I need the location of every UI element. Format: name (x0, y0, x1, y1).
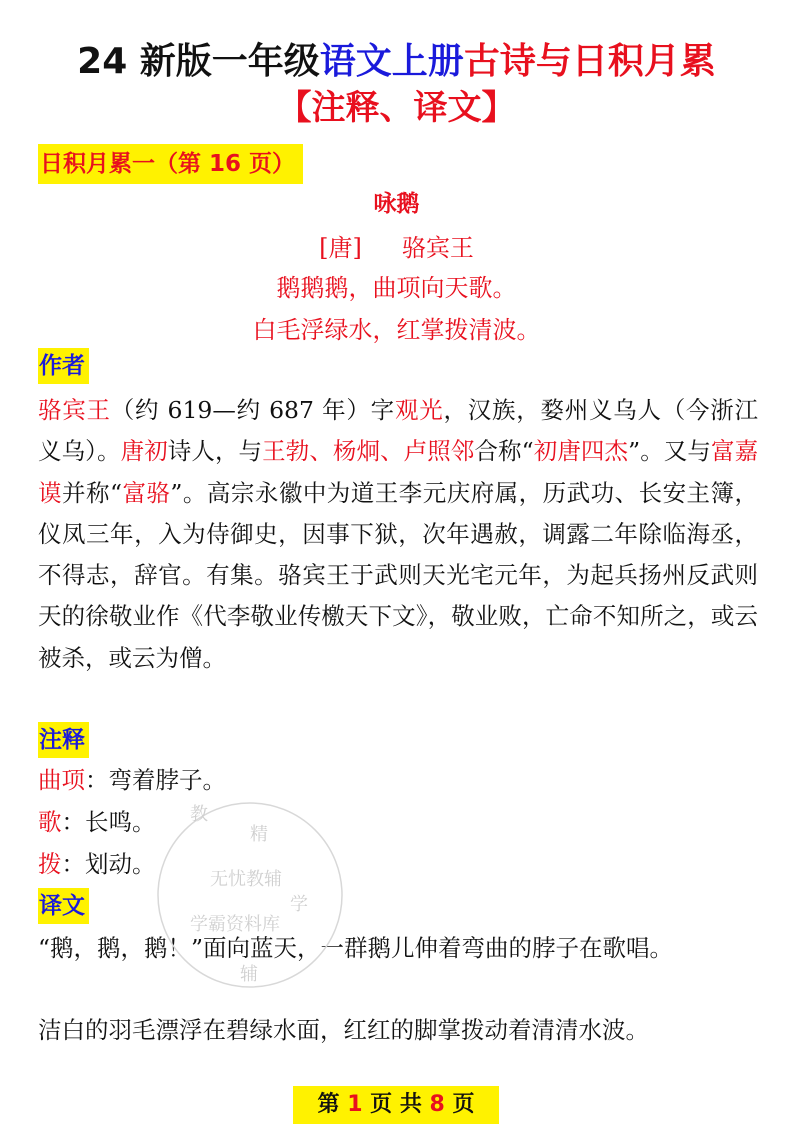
author-group-name: 初唐四杰 (533, 437, 629, 466)
title-grade: 24 新版一年级 (77, 41, 320, 82)
author-text-f: 并称“ (61, 478, 122, 507)
note-meaning: 长鸣。 (85, 808, 156, 836)
note-meaning: 划动。 (85, 850, 156, 878)
total-pages-number: 8 (429, 1092, 445, 1117)
author-peers: 王勃、杨炯、卢照邻 (262, 437, 475, 466)
footer-suffix: 页 (444, 1092, 475, 1117)
author-era: 唐初 (120, 437, 168, 466)
translation-label: 译文 (38, 888, 89, 924)
watermark-text-f: 辅 (240, 964, 258, 985)
poem-line-2: 白毛浮绿水，红掌拨清波。 (252, 316, 541, 344)
author-pair-name: 富骆 (121, 478, 171, 507)
translation-line-2: 洁白的羽毛漂浮在碧绿水面，红红的脚掌拨动着清清水波。 (38, 1016, 649, 1044)
page-subtitle: 【注释、译文】 (277, 88, 516, 128)
author-label: 作者 (38, 348, 89, 384)
note-item (38, 804, 156, 840)
page-title (0, 40, 793, 84)
current-page-number: 1 (347, 1092, 363, 1117)
watermark-text-b: 精 (250, 824, 268, 845)
note-item (38, 846, 156, 882)
watermark-text-e: 学 (290, 894, 308, 915)
poem-author-line (0, 228, 793, 263)
note-separator: ： (85, 766, 109, 794)
author-text-e: ”。又与 (628, 437, 711, 466)
poem-dynasty: [唐] (319, 234, 362, 262)
author-text-a: （约 619—约 687 年）字 (110, 396, 395, 424)
author-name: 骆宾王 (38, 396, 111, 424)
watermark-text-a: 教 (190, 804, 208, 825)
author-text-b: ，汉族，婺州义乌人（今浙江义乌）。 (38, 396, 759, 466)
note-separator: ： (61, 850, 85, 878)
author-text-d: 合称“ (474, 437, 534, 466)
title-subject: 语文上册 (319, 41, 464, 82)
note-term: 曲项 (38, 766, 85, 794)
footer-middle: 页 共 (362, 1092, 430, 1117)
author-style-name: 观光 (394, 396, 444, 424)
poem-author: 骆宾王 (401, 234, 474, 262)
note-separator: ： (61, 808, 85, 836)
note-term: 拨 (38, 850, 62, 878)
author-text-c: 诗人，与 (167, 437, 263, 466)
footer-prefix: 第 (317, 1092, 348, 1117)
author-text-g: ”。高宗永徽中为道王李元庆府属，历武功、长安主簿，仪凤三年，入为侍御史，因事下狱，次年遇赦，调露二年除临海丞，不得志，辞官。有集。骆宾王于武则天光宅元年，为起兵扬州反武则天的徐敬业作《代李敬业传檄天下文》，敬业败，亡命不知所之，或云被杀，或云为僧。 (38, 478, 759, 672)
notes-label: 注释 (38, 722, 89, 758)
note-term: 歌 (38, 808, 62, 836)
section-banner: 日积月累一（第 16 页） (38, 144, 303, 184)
watermark-text-c: 无忧教辅 (210, 869, 282, 890)
poem-line-1: 鹅鹅鹅，曲项向天歌。 (276, 274, 517, 302)
title-topic: 古诗与日积月累 (463, 41, 716, 82)
watermark-text-d: 学霸资料库 (190, 914, 280, 935)
page-footer (293, 1086, 499, 1124)
author-paragraph (38, 390, 758, 679)
author-partner: 富嘉谟 (38, 437, 759, 507)
note-meaning: 弯着脖子。 (108, 766, 226, 794)
poem-title: 咏鹅 (373, 191, 420, 217)
translation-line-1: “鹅，鹅，鹅！”面向蓝天，一群鹅儿伸着弯曲的脖子在歌唱。 (38, 934, 674, 962)
watermark-seal (150, 790, 350, 1000)
